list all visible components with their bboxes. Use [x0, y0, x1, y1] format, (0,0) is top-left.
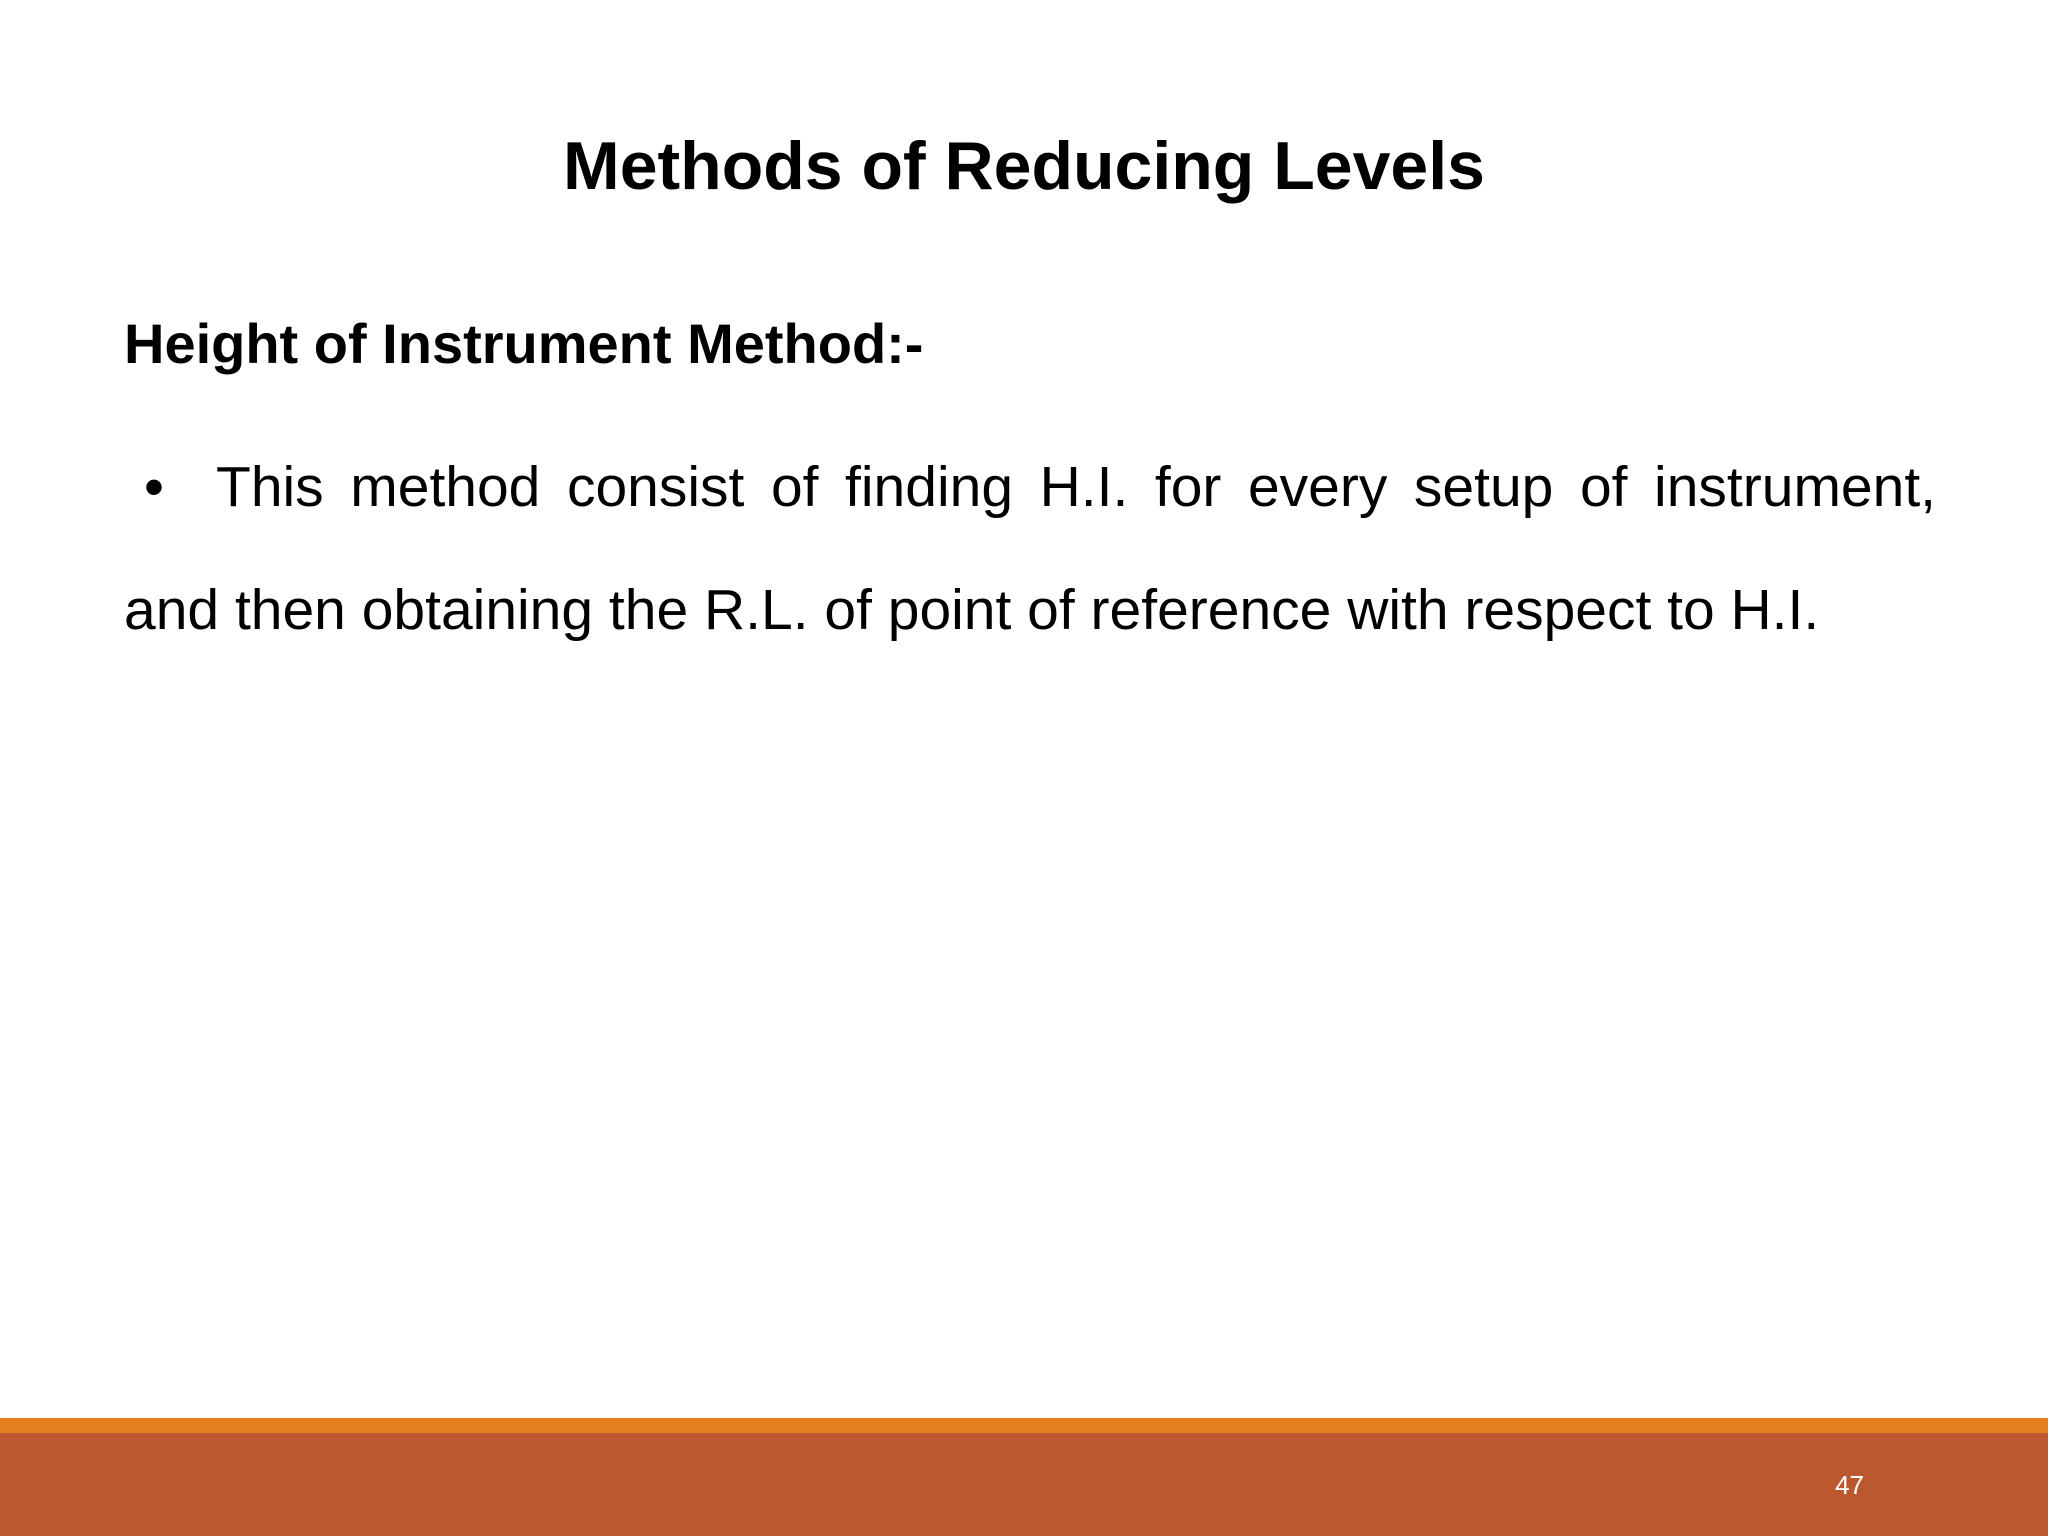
- bullet-text: This method consist of finding H.I. for every setup of instrument, and then obtaining the R.L. of point of reference with respect to H.I.: [124, 455, 1936, 642]
- bullet-paragraph: [124, 426, 1936, 672]
- bullet-icon: •: [144, 455, 164, 519]
- section-heading: Height of Instrument Method:-: [124, 312, 924, 375]
- footer-bar: [0, 1433, 2048, 1536]
- slide-title: Methods of Reducing Levels: [563, 128, 1485, 204]
- footer-accent-stripe: [0, 1418, 2048, 1433]
- page-number: 47: [1835, 1470, 1864, 1500]
